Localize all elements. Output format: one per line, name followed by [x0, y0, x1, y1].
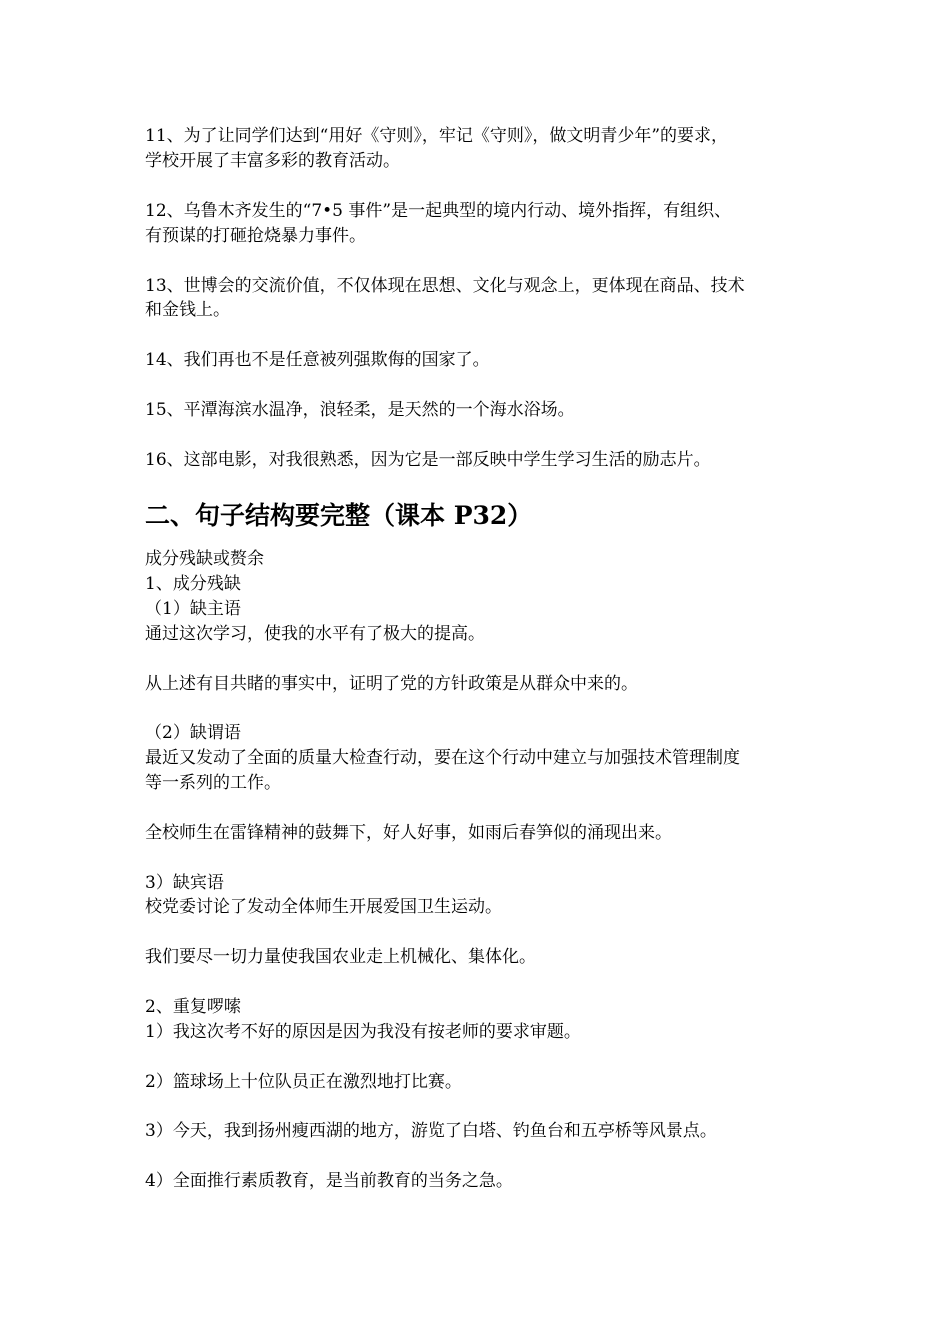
item-11-line-2: 学校开展了丰富多彩的教育活动。 [145, 151, 400, 171]
redundancy-example-3: 3）今天，我到扬州瘦西湖的地方，游览了白塔、钓鱼台和五亭桥等风景点。 [145, 1121, 717, 1141]
example-sentence: 从上述有目共睹的事实中，证明了党的方针政策是从群众中来的。 [145, 674, 638, 694]
example-sentence: 校党委讨论了发动全体师生开展爱国卫生运动。 [145, 897, 502, 917]
part-1-title: 1、成分残缺 [145, 574, 241, 594]
example-sentence: 全校师生在雷锋精神的鼓舞下，好人好事，如雨后春笋似的涌现出来。 [145, 823, 672, 843]
subheading-missing-object: 3）缺宾语 [145, 873, 224, 893]
item-13-line-1: 13、世博会的交流价值，不仅体现在思想、文化与观念上，更体现在商品、技术 [145, 276, 745, 296]
section-heading: 二、句子结构要完整（课本 P32） [145, 501, 533, 530]
section-intro: 成分残缺或赘余 [145, 549, 264, 569]
redundancy-example-2: 2）篮球场上十位队员正在激烈地打比赛。 [145, 1072, 462, 1092]
example-sentence: 通过这次学习，使我的水平有了极大的提高。 [145, 624, 485, 644]
item-13-line-2: 和金钱上。 [145, 300, 230, 320]
example-sentence: 我们要尽一切力量使我国农业走上机械化、集体化。 [145, 947, 536, 967]
item-14: 14、我们再也不是任意被列强欺侮的国家了。 [145, 350, 490, 370]
item-16: 16、这部电影，对我很熟悉，因为它是一部反映中学生学习生活的励志片。 [145, 450, 711, 470]
subheading-missing-subject: （1）缺主语 [145, 599, 241, 619]
redundancy-example-1: 1）我这次考不好的原因是因为我没有按老师的要求审题。 [145, 1022, 581, 1042]
example-sentence-line-2: 等一系列的工作。 [145, 773, 281, 793]
subheading-missing-predicate: （2）缺谓语 [145, 723, 241, 743]
part-2-title: 2、重复啰嗦 [145, 997, 241, 1017]
item-12-line-1: 12、乌鲁木齐发生的“7•5 事件”是一起典型的境内行动、境外指挥，有组织、 [145, 201, 732, 221]
item-15: 15、平潭海滨水温净，浪轻柔，是天然的一个海水浴场。 [145, 400, 575, 420]
item-12-line-2: 有预谋的打砸抢烧暴力事件。 [145, 226, 366, 246]
example-sentence-line-1: 最近又发动了全面的质量大检查行动，要在这个行动中建立与加强技术管理制度 [145, 748, 740, 768]
item-11-line-1: 11、为了让同学们达到“用好《守则》，牢记《守则》，做文明青少年”的要求， [145, 126, 729, 146]
redundancy-example-4: 4）全面推行素质教育，是当前教育的当务之急。 [145, 1171, 513, 1191]
